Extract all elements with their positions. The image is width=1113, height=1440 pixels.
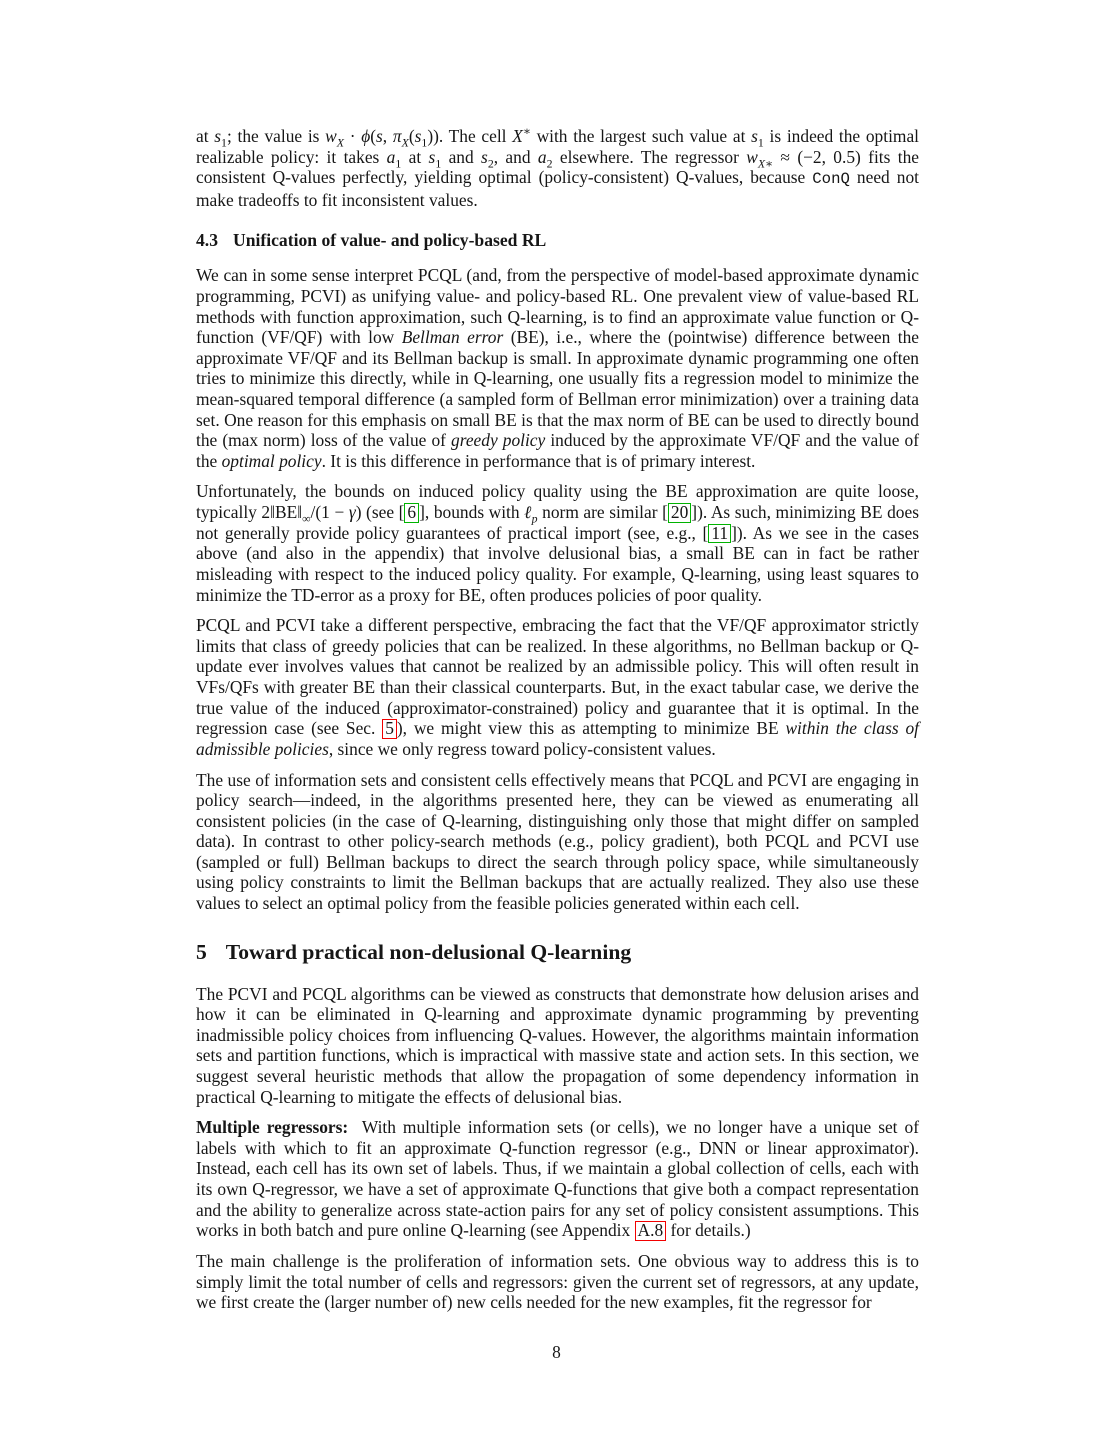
page-footer: [0, 1342, 1113, 1363]
math-inline: π: [392, 126, 402, 146]
math-subscript: X: [336, 135, 344, 150]
heading-title: Toward practical non-delusional Q-learning: [225, 939, 632, 964]
para-unification: We can in some sense interpret PCQL (and, from the perspective of model-based approximate dynamic programming, PCVI) as unifying value- and policy-based RL. One prevalent view of value-based RL methods with function approximation, such Q-learning, is to find an approximate value function or Q-function (VF/QF) with low Bellman error (BE), i.e., where the (pointwise) difference between the approximate VF/QF and its Bellman backup is small. In approximate dynamic programming one often tries to minimize this directly, while in Q-learning, one usually fits a regression model to minimize the mean-squared temporal difference (a sampled form of Bellman error minimization) over a training data set. One reason for this emphasis on small BE is that the max norm of BE can be used to directly bound the (max norm) loss of the value of greedy policy induced by the approximate VF/QF and the value of the optimal policy. It is this difference in performance that is of primary interest.: [196, 265, 919, 471]
math-subscript: ∞: [302, 511, 311, 526]
math-inline: s: [414, 126, 422, 146]
citation-link[interactable]: 11: [708, 524, 731, 544]
inline-code: ConQ: [812, 170, 850, 189]
citation-link[interactable]: 6: [404, 503, 419, 523]
math-inline: s: [428, 146, 436, 167]
math-subscript: X: [401, 135, 409, 150]
math-subscript: 2: [546, 156, 553, 171]
emphasis-text: Bellman error: [401, 327, 504, 348]
math-inline: X: [512, 126, 523, 146]
math-inline: s: [376, 126, 383, 146]
math-inline: ϕ: [361, 126, 371, 146]
math-inline: γ: [348, 501, 356, 522]
math-subscript: 1: [395, 156, 402, 171]
heading-number: 4.3: [196, 230, 218, 251]
math-subscript: 1: [435, 156, 442, 171]
math-inline: w: [746, 146, 758, 167]
section-link[interactable]: 5: [382, 719, 397, 739]
emphasis-text: within the class of admissible policies: [196, 718, 919, 759]
para-pcql-perspective: PCQL and PCVI take a different perspective, embracing the fact that the VF/QF approximator strictly limits that class of greedy policies that can be realized. In these algorithms, no Bellman backup or Q-update ever involves values that cannot be realized by an admissible policy. This will often result in VFs/QFs with greater BE than their classical counterparts. But, in the exact tabular case, we derive the true value of the induced (approximator-constrained) policy and guarantee that it is optimal. In the regression case (see Sec. 5 ), we might view this as attempting to minimize BE within the class of admissible policies, since we only regress toward policy-consistent values.: [196, 615, 919, 759]
heading-title: Unification of value- and policy-based RL: [233, 230, 547, 251]
math-inline: s: [751, 126, 758, 146]
section-link[interactable]: A.8: [635, 1221, 667, 1241]
math-subscript: 1: [421, 135, 428, 150]
math-subscript: 2: [487, 156, 494, 171]
para-be-bounds: Unfortunately, the bounds on induced policy quality using the BE approximation are quite loose, typically $2‖BE‖_\infty/(1 - \gamma)$ (see [ 6 ], bounds with ℓ$_p$ norm are similar [ 20 ]). As such, minimizing BE does not generally provide policy guarantees of practical import (see, e.g., [ 11 ]). As we see in the cases above (and also in the appendix) that involve delusional bias, a small BE can in fact be rather misleading with respect to the induced policy quality. For example, Q-learning, using least squares to minimize the TD-error as a proxy for BE, often produces policies of poor quality.: [196, 481, 919, 605]
math-subscript: X∗: [757, 156, 774, 171]
emphasis-text: optimal policy: [221, 450, 322, 471]
math-inline: ℓ: [524, 501, 532, 522]
math-inline: w: [325, 126, 337, 146]
para-multiple-regressors: Multiple regressors: With multiple information sets (or cells), we no longer have a unique set of labels with which to fit an approximate Q-function regressor (e.g., DNN or linear approximator). Instead, each cell has its own set of labels. Thus, if we maintain a global collection of cells, each with its own Q-regressor, we have a set of approximate Q-functions that give both a compact representation and the ability to generalize across state-action pairs for any set of policy consistent assumptions. This works in both batch and pure online Q-learning (see Appendix A.8 for details.): [196, 1117, 919, 1241]
math-subscript: 1: [221, 135, 227, 150]
bold-lead-in: Multiple regressors:: [196, 1117, 349, 1138]
heading-4-3: [196, 229, 919, 251]
emphasis-text: greedy policy: [451, 430, 546, 451]
math-subscript: 1: [757, 135, 764, 150]
math-inline: s: [214, 126, 222, 146]
math-subscript: p: [531, 511, 538, 526]
para-policy-search: The use of information sets and consistent cells effectively means that PCQL and PCVI are engaging in policy search—indeed, in the algorithms presented here, they can be viewed as enumerating all consistent policies (in the case of Q-learning, distinguishing only those that might differ on sampled data). In contrast to other policy-search methods (e.g., policy gradient), both PCQL and PCVI use (sampled or full) Bellman backups to direct the search through policy space, while simultaneously using policy constraints to limit the Bellman backups that are actually realized. They also use these values to select an optimal policy from the feasible policies generated within each cell.: [196, 769, 919, 914]
math-inline: s: [481, 146, 488, 167]
citation-link[interactable]: 20: [668, 503, 691, 523]
heading-number: 5: [196, 939, 207, 964]
para-pcvi-pcql-constructs: The PCVI and PCQL algorithms can be viewed as constructs that demonstrate how delusion arises and how it can be eliminated in Q-learning and approximate dynamic programming by preventing inadmissible policy choices from influencing Q-values. However, the algorithms maintain information sets and partition functions, which is impractical with massive state and action sets. In this section, we suggest several heuristic methods that allow the propagation of some dependency information in practical Q-learning to mitigate the effects of delusional bias.: [196, 983, 919, 1107]
page-number: 8: [552, 1342, 561, 1362]
heading-5: [196, 939, 919, 965]
math-superscript: ∗: [522, 124, 531, 139]
para-main-challenge: The main challenge is the proliferation of information sets. One obvious way to address this is to simply limit the total number of cells and regressors: given the current set of regressors, at any update, we first create the (larger number of) new cells needed for the new examples, fit the regressor for: [196, 1250, 919, 1313]
para-regressor-fit: at $s_1$; the value is $w_X \cdot \phi(s$, $\pi_X(s_1)$). The cell X∗ with the largest such value at $s_1$ is indeed the optimal realizable policy: it takes $a_1$ at $s_1$ and $s_2$, and $a_2$ elsewhere. The regressor $w_{X∗} \approx (-2$, 0.5) fits the consistent Q-values perfectly, yielding optimal (policy-consistent) Q-values, because ConQ need not make tradeoffs to fit inconsistent values.: [196, 124, 919, 210]
math-inline: a: [386, 146, 396, 167]
page-content: [196, 126, 919, 1323]
math-inline: a: [537, 146, 547, 167]
